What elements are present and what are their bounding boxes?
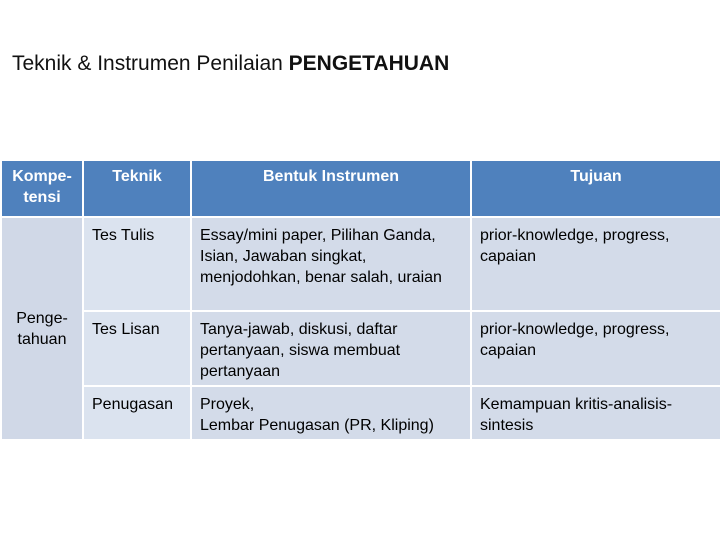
- title-prefix: Teknik & Instrumen Penilaian: [12, 52, 289, 75]
- kompetensi-cell: Penge- tahuan: [1, 217, 83, 440]
- table-row: [1, 311, 720, 386]
- tujuan-cell: prior-knowledge, progress, capaian: [471, 311, 720, 386]
- header-teknik: Teknik: [83, 160, 191, 217]
- teknik-cell: Tes Tulis: [83, 217, 191, 311]
- bentuk-cell: Tanya-jawab, diskusi, daftar pertanyaan, siswa membuat pertanyaan: [191, 311, 471, 386]
- title-bold: PENGETAHUAN: [288, 52, 450, 75]
- table-row: [1, 386, 720, 440]
- page-title: [12, 52, 449, 76]
- tujuan-cell: prior-knowledge, progress, capaian: [471, 217, 720, 311]
- table-row: [1, 217, 720, 311]
- header-kompetensi: Kompe- tensi: [1, 160, 83, 217]
- assessment-table: [0, 159, 720, 441]
- bentuk-cell: Proyek, Lembar Penugasan (PR, Kliping): [191, 386, 471, 440]
- table-header-row: [1, 160, 720, 217]
- header-bentuk-instrumen: Bentuk Instrumen: [191, 160, 471, 217]
- teknik-cell: Tes Lisan: [83, 311, 191, 386]
- teknik-cell: Penugasan: [83, 386, 191, 440]
- tujuan-cell: Kemampuan kritis-analisis-sintesis: [471, 386, 720, 440]
- bentuk-cell: Essay/mini paper, Pilihan Ganda, Isian, Jawaban singkat, menjodohkan, benar salah, uraian: [191, 217, 471, 311]
- header-tujuan: Tujuan: [471, 160, 720, 217]
